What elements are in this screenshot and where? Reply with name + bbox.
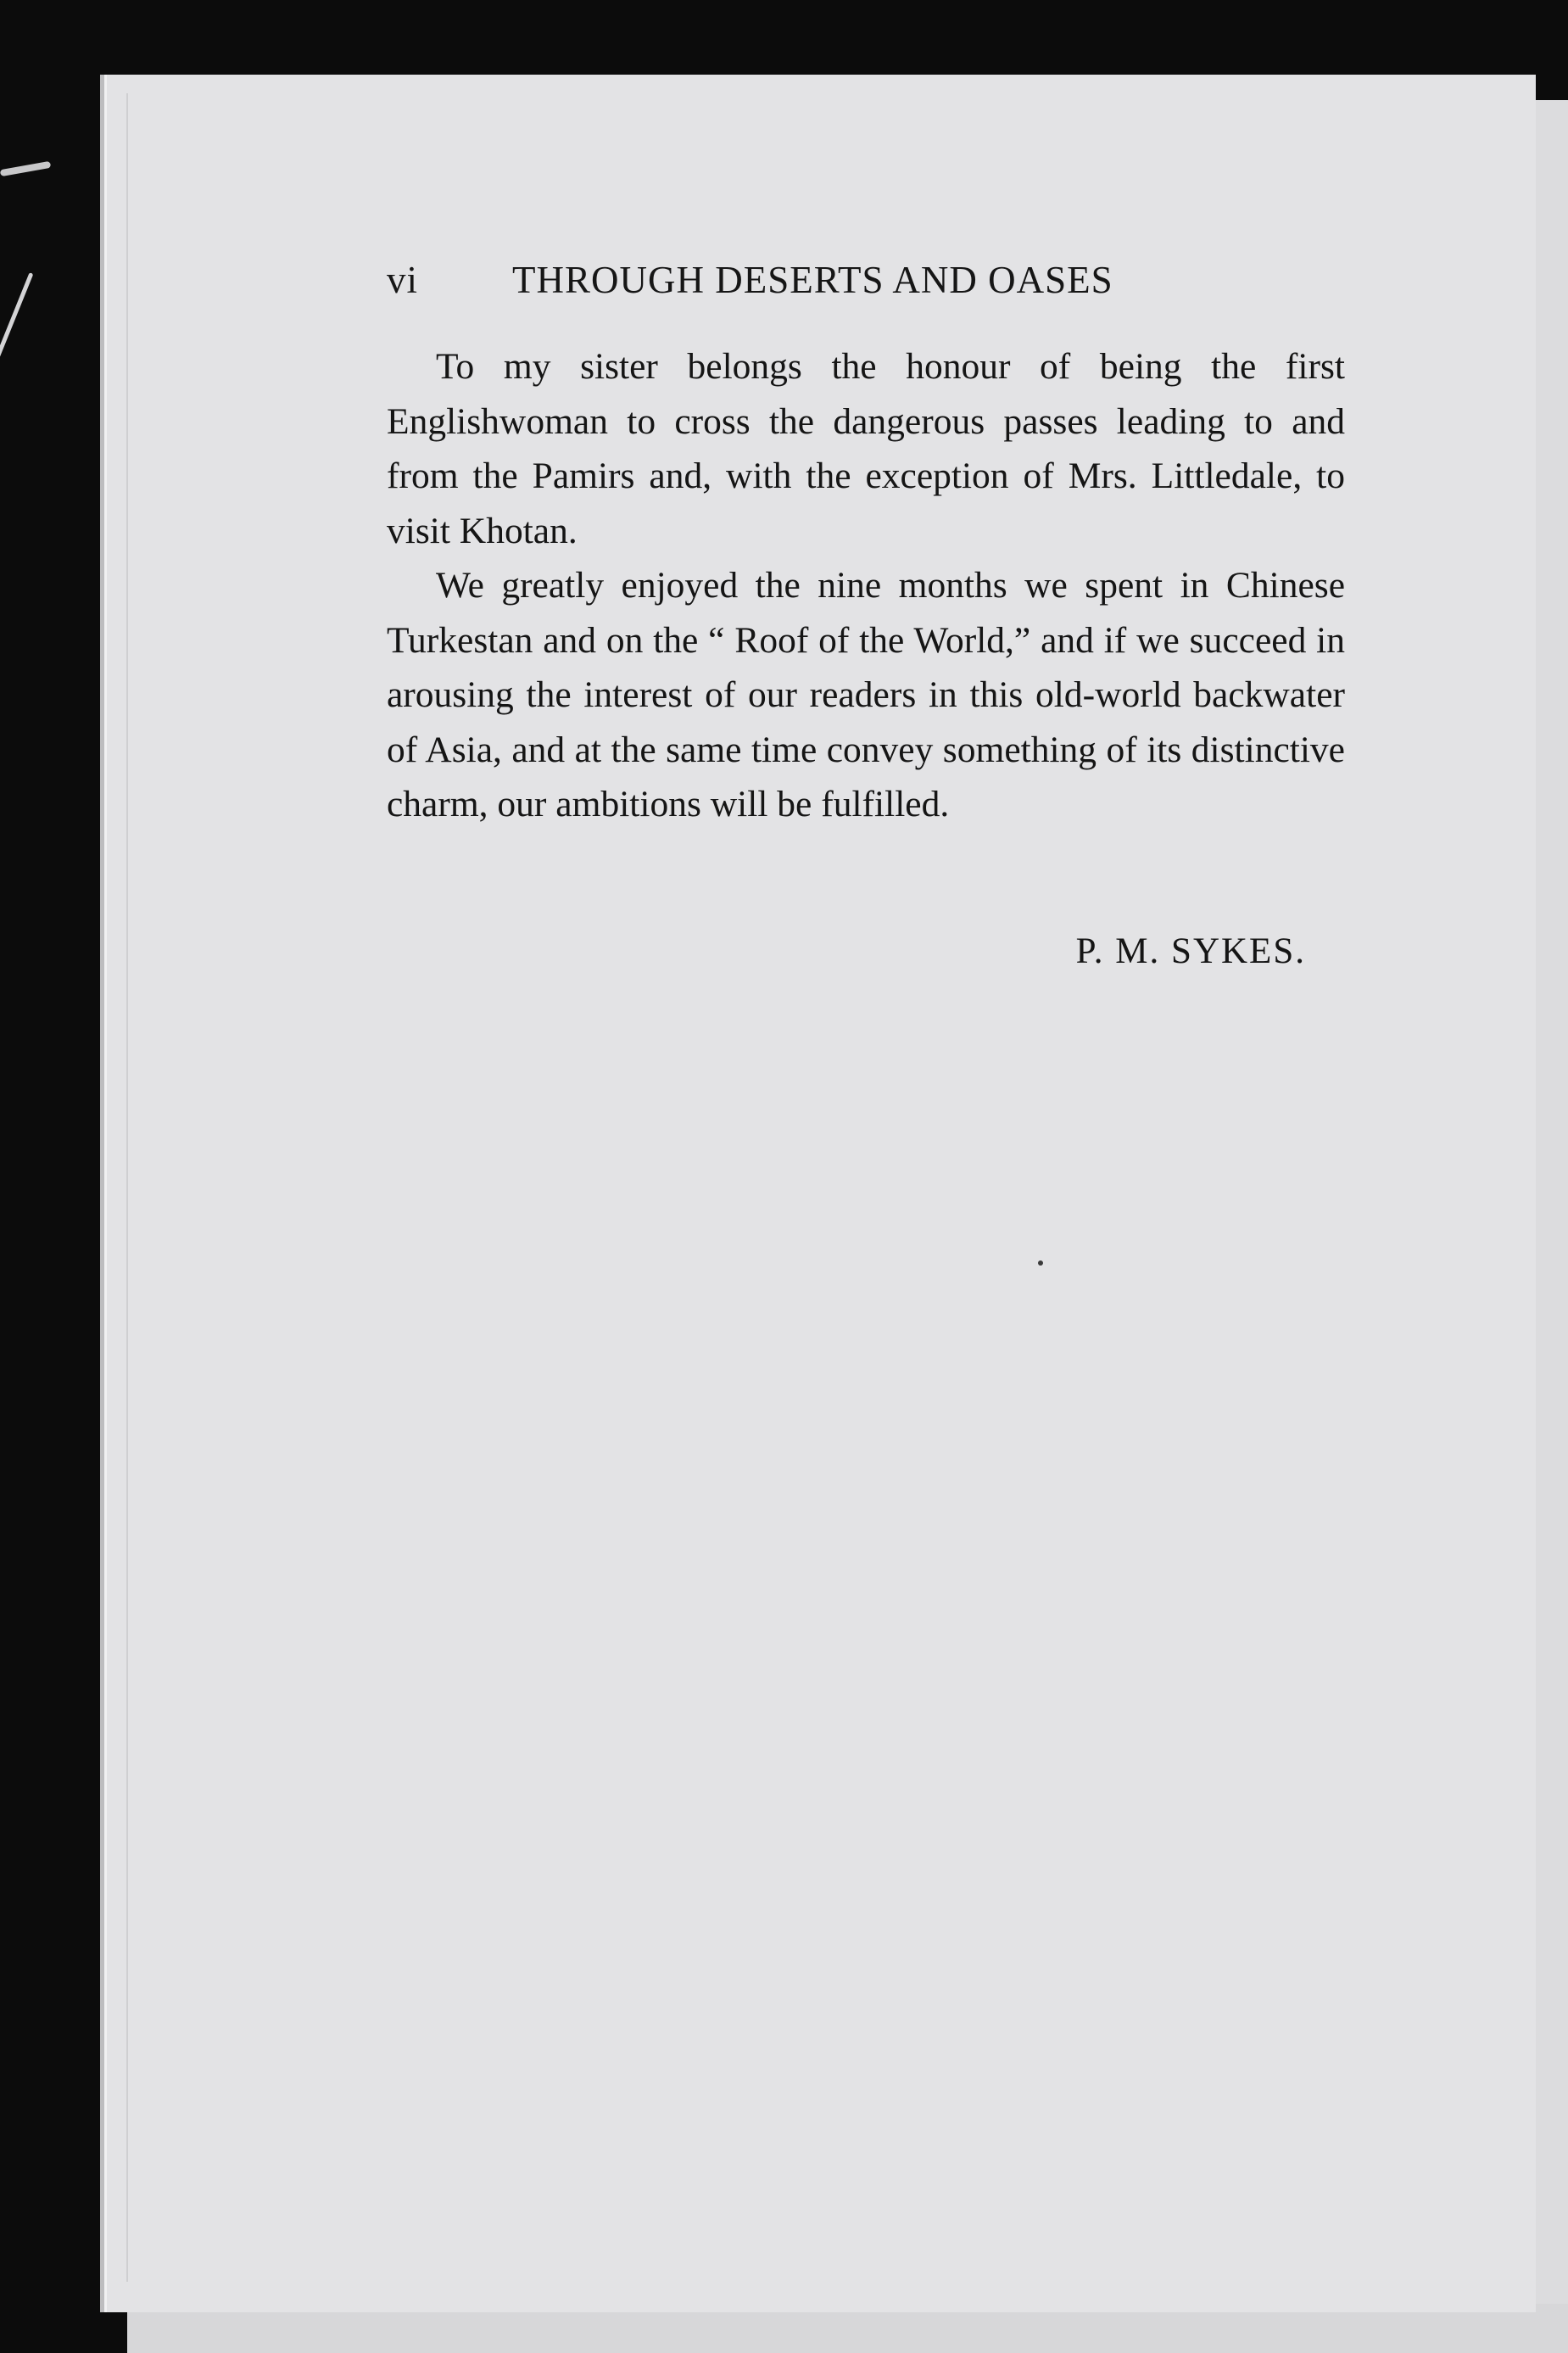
page-margin-line xyxy=(126,93,128,2282)
scan-artifact xyxy=(0,272,33,360)
running-title: THROUGH DESERTS AND OASES xyxy=(512,259,1113,301)
scan-artifact xyxy=(0,161,51,176)
author-signature: P. M. SYKES. xyxy=(1075,931,1306,971)
paragraph: To my sister belongs the honour of being the first Englishwoman to cross the dangerous passes leading to and from the Pamirs and, with the exception of Mrs. Littledale, to visit Khotan. xyxy=(387,346,1345,551)
ink-speck xyxy=(1038,1260,1043,1266)
running-header xyxy=(387,258,1235,319)
preface-text xyxy=(387,339,1345,832)
paragraph: We greatly enjoyed the nine months we spent in Chinese Turkestan and on the “ Roof of the World,” and if we succeed in arousing the interest of our readers in this old-world backwater of Asia, and at the same time convey something of its distinctive charm, our ambitions will be fulfilled. xyxy=(387,565,1345,824)
page-number: vi xyxy=(387,259,419,301)
